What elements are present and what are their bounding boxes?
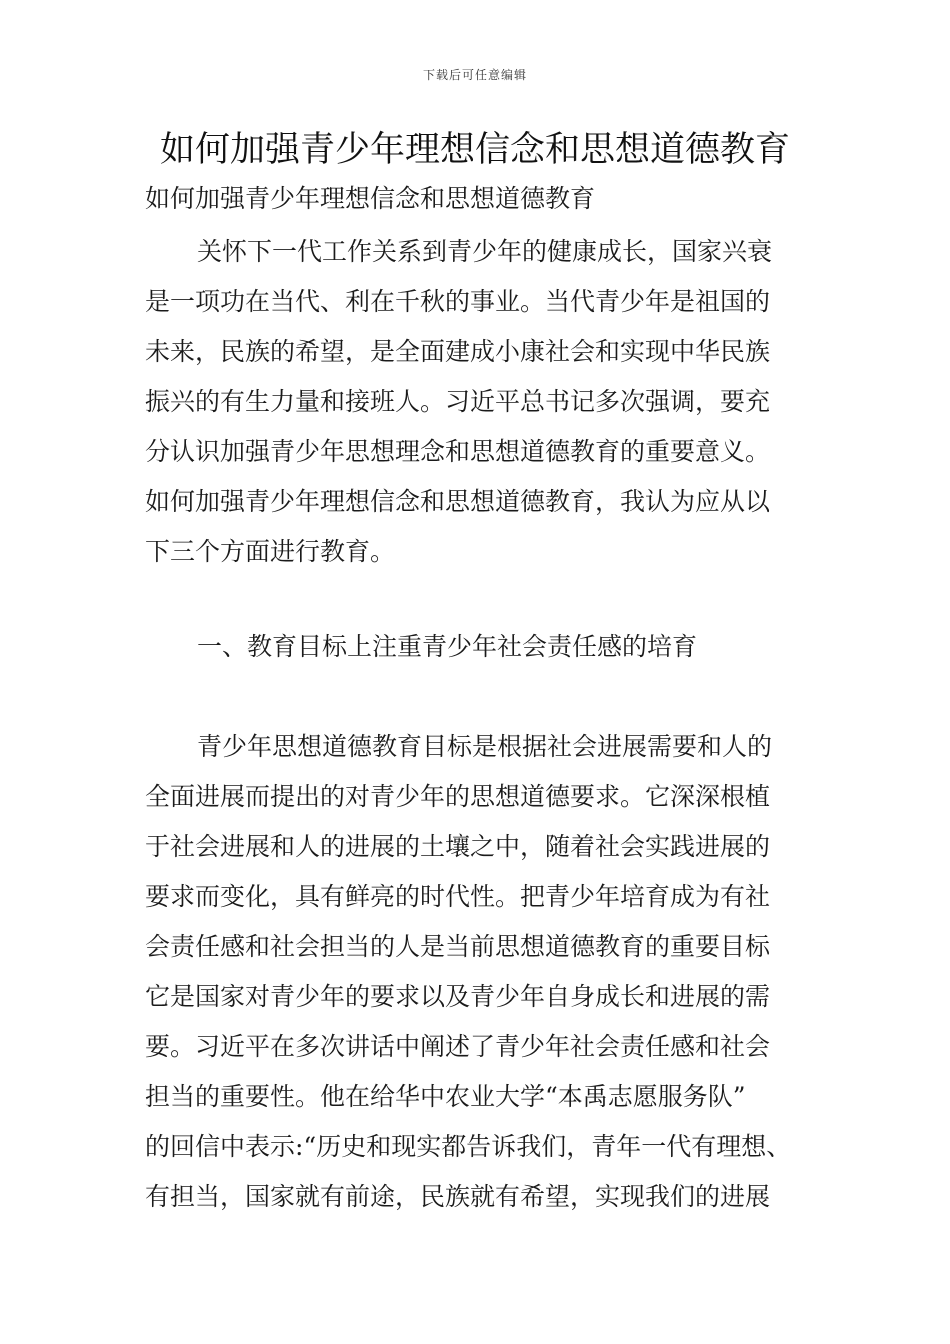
paragraph-line: 要。习近平在多次讲话中阐述了青少年社会责任感和社会: [145, 1032, 771, 1061]
document-title: 如何加强青少年理想信念和思想道德教育: [159, 130, 790, 170]
section-heading-text: 一、教育目标上注重青少年社会责任感的培育: [197, 632, 698, 661]
paragraph-line: 关怀下一代工作关系到青少年的健康成长，国家兴衰: [197, 237, 773, 266]
document-subtitle: 如何加强青少年理想信念和思想道德教育: [145, 184, 596, 213]
paragraph-line: 振兴的有生力量和接班人。习近平总书记多次强调，要充: [145, 387, 771, 416]
paragraph-line: 有担当，国家就有前途，民族就有希望，实现我们的进展: [145, 1182, 771, 1211]
paragraph-line: 青少年思想道德教育目标是根据社会进展需要和人的: [197, 732, 773, 761]
paragraph-line: 的回信中表示:“历史和现实都告诉我们，青年一代有理想、: [145, 1132, 792, 1161]
paragraph-line: 全面进展而提出的对青少年的思想道德要求。它深深根植: [145, 782, 771, 811]
paragraph-line: 于社会进展和人的进展的土壤之中，随着社会实践进展的: [145, 832, 771, 861]
paragraph-line: 会责任感和社会担当的人是当前思想道德教育的重要目标: [145, 932, 771, 961]
paragraph-line: 要求而变化，具有鲜亮的时代性。把青少年培育成为有社: [145, 882, 771, 911]
paragraph-line: 担当的重要性。他在给华中农业大学“本禹志愿服务队”: [145, 1082, 746, 1111]
section-heading: [145, 622, 865, 672]
paragraph-line: 如何加强青少年理想信念和思想道德教育，我认为应从以: [145, 487, 771, 516]
paragraph-line: 是一项功在当代、利在千秋的事业。当代青少年是祖国的: [145, 287, 771, 316]
paragraph-line: 下三个方面进行教育。: [145, 537, 396, 566]
body-paragraph: [145, 722, 865, 1222]
intro-paragraph: [145, 227, 865, 577]
paragraph-line: 它是国家对青少年的要求以及青少年自身成长和进展的需: [145, 982, 771, 1011]
paragraph-line: 分认识加强青少年思想理念和思想道德教育的重要意义。: [145, 437, 771, 466]
header-note: 下载后可任意编辑: [422, 68, 527, 82]
paragraph-line: 未来，民族的希望，是全面建成小康社会和实现中华民族: [145, 337, 771, 366]
